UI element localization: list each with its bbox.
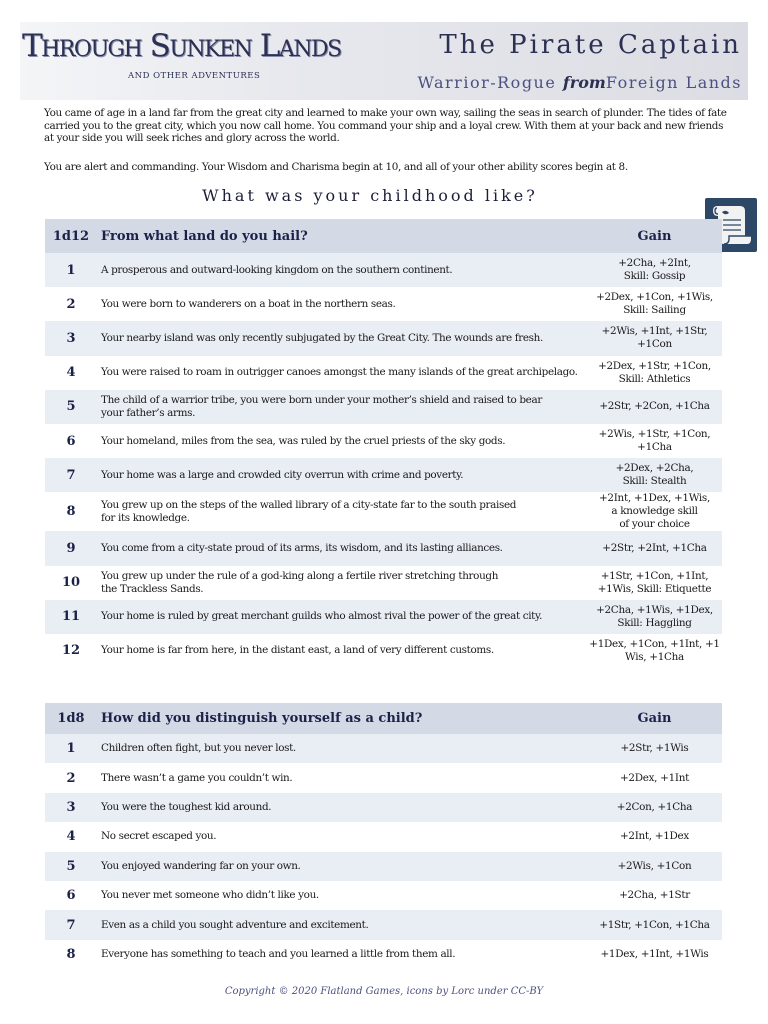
roll-number: 11 xyxy=(61,609,81,625)
row-description: Your home was a large and crowded city overrun with crime and poverty. xyxy=(101,468,464,481)
roll-number: 8 xyxy=(66,504,76,520)
table-row xyxy=(45,734,722,763)
roll-number: 3 xyxy=(66,330,76,346)
roll-number: 7 xyxy=(66,467,76,483)
table-row xyxy=(45,881,722,910)
gain-header: Gain xyxy=(637,711,672,726)
row-gain: +1Dex, +1Int, +1Wis xyxy=(600,947,709,960)
table-row xyxy=(45,390,722,424)
row-description: There wasn’t a game you couldn’t win. xyxy=(101,771,293,784)
row-gain: +2Int, +1Dex xyxy=(620,830,689,843)
row-description: You were raised to roam in outrigger canoes amongst the many islands of the great archipelago. xyxy=(101,366,578,379)
row-gain: +1Dex, +1Con, +1Int, +1 Wis, +1Cha xyxy=(589,637,720,663)
abilities-paragraph: You are alert and commanding. Your Wisdom and Charisma begin at 10, and all of your other ability scores begin at 8. xyxy=(44,161,628,173)
roll-number: 1 xyxy=(66,262,76,278)
roll-number: 1 xyxy=(66,741,76,757)
row-gain: +2Str, +1Wis xyxy=(620,742,689,755)
roll-number: 2 xyxy=(66,296,76,312)
row-gain: +2Dex, +1Str, +1Con, Skill: Athletics xyxy=(598,359,711,385)
section-heading: What was your childhood like? xyxy=(202,186,538,205)
roll-number: 2 xyxy=(66,770,76,786)
logo-subtitle: AND OTHER ADVENTURES xyxy=(128,71,261,81)
row-description: Your home is ruled by great merchant guilds who almost rival the power of the great city. xyxy=(101,610,543,623)
row-gain: +2Cha, +2Int, Skill: Gossip xyxy=(618,257,691,283)
row-description: The child of a warrior tribe, you were born under your mother’s shield and raised to bear your father’s arms. xyxy=(101,393,542,419)
table-row xyxy=(45,763,722,792)
roll-number: 4 xyxy=(66,365,76,381)
table-row xyxy=(45,458,722,492)
row-gain: +2Str, +2Int, +1Cha xyxy=(602,541,707,554)
table-header xyxy=(45,703,722,734)
question-header: How did you distinguish yourself as a child? xyxy=(101,711,423,726)
row-gain: +2Dex, +1Int xyxy=(620,771,689,784)
table-row xyxy=(45,492,722,531)
page-title: The Pirate Captain xyxy=(439,30,742,60)
row-description: No secret escaped you. xyxy=(101,830,217,843)
row-gain: +2Dex, +1Con, +1Wis, Skill: Sailing xyxy=(596,291,713,317)
row-description: You grew up under the rule of a god-king along a fertile river stretching through the Trackless Sands. xyxy=(101,569,499,595)
table-row xyxy=(45,852,722,881)
row-gain: +2Str, +2Con, +1Cha xyxy=(599,400,710,413)
table-row xyxy=(45,793,722,822)
row-description: You never met someone who didn’t like you. xyxy=(101,889,319,902)
row-gain: +2Con, +1Cha xyxy=(616,800,693,813)
logo-title: Through Sunken Lands xyxy=(22,28,341,64)
row-description: You come from a city-state proud of its arms, its wisdom, and its lasting alliances. xyxy=(101,541,503,554)
table-row xyxy=(45,321,722,355)
row-gain: +2Cha, +1Wis, +1Dex, Skill: Haggling xyxy=(596,603,713,629)
childhood-table xyxy=(45,703,722,969)
roll-number: 7 xyxy=(66,917,76,933)
roll-number: 3 xyxy=(66,799,76,815)
roll-number: 6 xyxy=(66,888,76,904)
die-header: 1d12 xyxy=(52,228,90,244)
intro-paragraph: You came of age in a land far from the great city and learned to make your own way, sailing the seas in search of plunder. The tides of fate carried you to the great city, which you now call home. You command your ship and a loyal crew. With them at your back and new friends at your side you will seek riches and glory across the world. xyxy=(44,107,727,144)
row-description: You were the toughest kid around. xyxy=(101,800,272,813)
subtitle-from: from xyxy=(562,73,606,92)
row-description: Children often fight, but you never lost. xyxy=(101,742,296,755)
roll-number: 5 xyxy=(66,399,76,415)
row-description: You grew up on the steps of the walled library of a city-state far to the south praised for its knowledge. xyxy=(101,498,517,524)
page-subtitle xyxy=(417,73,742,92)
row-description: A prosperous and outward-looking kingdom on the southern continent. xyxy=(101,263,453,276)
row-gain: +2Int, +1Dex, +1Wis, a knowledge skill of your choice xyxy=(599,492,710,531)
table-row xyxy=(45,356,722,390)
table-row xyxy=(45,424,722,458)
table-row xyxy=(45,531,722,565)
row-gain: +1Str, +1Con, +1Cha xyxy=(599,918,710,931)
question-header: From what land do you hail? xyxy=(101,228,308,244)
origin-table xyxy=(45,219,722,668)
row-description: You were born to wanderers on a boat in the northern seas. xyxy=(101,297,396,310)
table-row xyxy=(45,287,722,321)
die-header: 1d8 xyxy=(57,711,85,726)
roll-number: 8 xyxy=(66,946,76,962)
row-description: Your nearby island was only recently subjugated by the Great City. The wounds are fresh. xyxy=(101,331,543,344)
row-description: Everyone has something to teach and you learned a little from them all. xyxy=(101,947,456,960)
row-description: Your homeland, miles from the sea, was ruled by the cruel priests of the sky gods. xyxy=(101,434,506,447)
gain-header: Gain xyxy=(637,228,672,244)
row-gain: +2Dex, +2Cha, Skill: Stealth xyxy=(615,462,694,488)
table-header xyxy=(45,219,722,253)
roll-number: 5 xyxy=(66,858,76,874)
table-row xyxy=(45,940,722,969)
roll-number: 4 xyxy=(66,829,76,845)
row-description: You enjoyed wandering far on your own. xyxy=(101,859,301,872)
table-row xyxy=(45,566,722,600)
roll-number: 10 xyxy=(61,575,81,591)
table-row xyxy=(45,822,722,851)
row-gain: +1Str, +1Con, +1Int, +1Wis, Skill: Etiquette xyxy=(597,569,712,595)
roll-number: 12 xyxy=(61,643,81,659)
row-gain: +2Wis, +1Str, +1Con, +1Cha xyxy=(598,428,711,454)
table-row xyxy=(45,253,722,287)
row-description: Even as a child you sought adventure and excitement. xyxy=(101,918,369,931)
table-row xyxy=(45,634,722,668)
subtitle-class: Warrior-Rogue xyxy=(417,73,563,92)
roll-number: 9 xyxy=(66,540,76,556)
table-row xyxy=(45,600,722,634)
copyright: Copyright © 2020 Flatland Games, icons by Lorc under CC-BY xyxy=(224,986,544,997)
row-gain: +2Cha, +1Str xyxy=(619,889,690,902)
row-gain: +2Wis, +1Int, +1Str, +1Con xyxy=(601,325,708,351)
row-gain: +2Wis, +1Con xyxy=(617,859,692,872)
table-row xyxy=(45,910,722,939)
row-description: Your home is far from here, in the distant east, a land of very different customs. xyxy=(101,644,494,657)
logo xyxy=(22,26,341,84)
roll-number: 6 xyxy=(66,433,76,449)
subtitle-origin: Foreign Lands xyxy=(605,73,742,92)
